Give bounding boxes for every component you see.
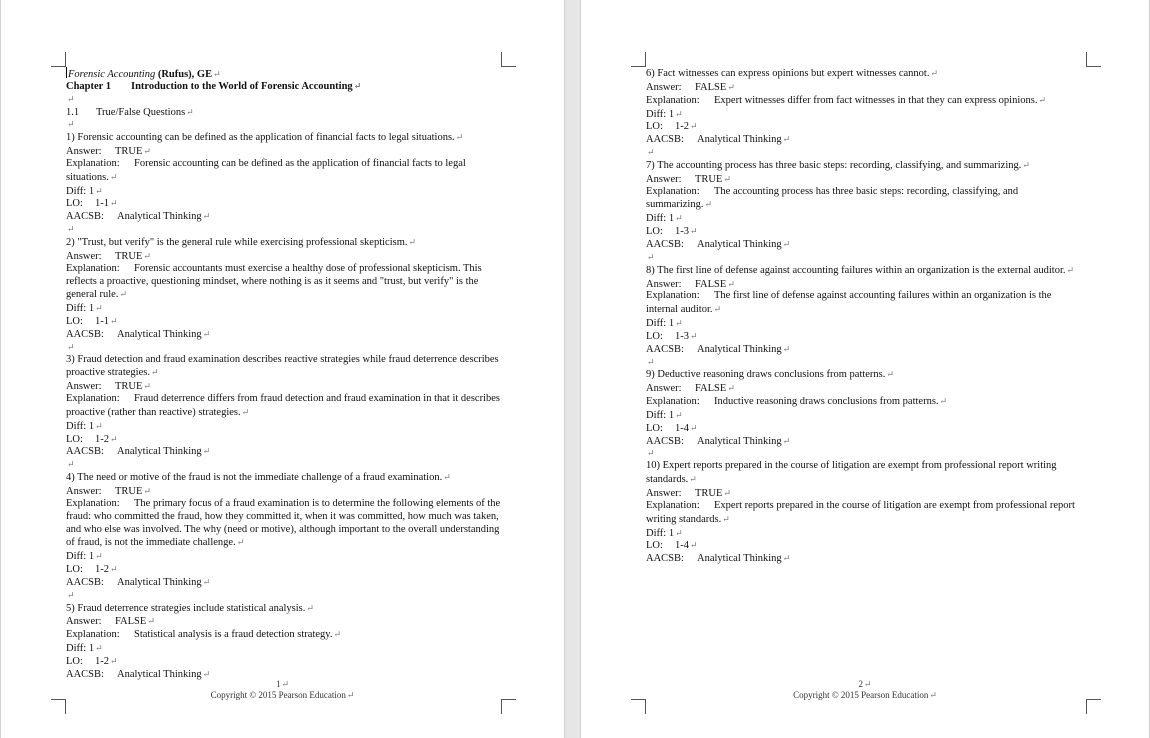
- text-run: Copyright © 2015 Pearson Education: [793, 690, 929, 700]
- paragraph-mark: ↵: [95, 420, 103, 431]
- page-number: [581, 679, 1149, 690]
- paragraph-mark: ↵: [333, 629, 342, 640]
- text-run: Answer:: [646, 488, 682, 499]
- question-text: [646, 264, 1076, 278]
- text-run: LO:: [646, 422, 663, 434]
- text-run: TRUE: [695, 173, 723, 185]
- text-run: 3) Fraud detection and fraud examination describes reactive strategies while fraud deterrence describes proactive strategies.: [66, 353, 499, 379]
- question-text: [646, 159, 1076, 173]
- text-run: 10) Expert reports prepared in the course of litigation are exempt from professional report writing standards.: [646, 460, 1057, 486]
- text-run: Expert reports prepared in the course of litigation are exempt from professional report writing standards.: [646, 499, 1075, 525]
- question-text: [646, 368, 1076, 382]
- text-run: AACSB:: [646, 238, 684, 250]
- empty-paragraph: [66, 118, 506, 131]
- paragraph-mark: ↵: [675, 409, 683, 420]
- paragraph-mark: ↵: [143, 250, 151, 261]
- question-text: [646, 460, 1076, 487]
- text-run: AACSB:: [66, 668, 104, 680]
- paragraph-mark: ↵: [675, 318, 683, 329]
- empty-paragraph: [66, 223, 506, 236]
- paragraph-mark: ↵: [704, 199, 712, 210]
- empty-paragraph: [66, 458, 506, 471]
- text-run: Explanation:: [66, 262, 120, 274]
- learning-objective-line: [646, 539, 1076, 552]
- text-run: 1: [88, 551, 95, 563]
- text-run: Explanation:: [646, 396, 700, 408]
- question-text: [66, 236, 506, 250]
- chapter-title: Introduction to the World of Forensic Accounting: [131, 80, 353, 92]
- paragraph-mark: ↵: [1066, 264, 1075, 275]
- text-run: TRUE: [115, 381, 143, 393]
- paragraph-mark: ↵: [408, 236, 417, 247]
- document-page-1: [0, 0, 565, 738]
- text-run: AACSB:: [646, 553, 684, 565]
- text-run: Analytical Thinking: [697, 343, 782, 355]
- paragraph-mark: ↵: [147, 616, 155, 627]
- text-run: Explanation:: [66, 393, 120, 405]
- text-run: 1: [88, 420, 95, 432]
- margin-corner-mark: [631, 52, 646, 67]
- text-run: LO:: [66, 564, 83, 576]
- learning-objective-line: [66, 197, 506, 210]
- margin-corner-mark: [1086, 52, 1101, 67]
- explanation-text: [66, 263, 506, 303]
- text-run: FALSE: [695, 278, 727, 290]
- text-run: 1-3: [675, 330, 689, 342]
- text-run: 7) The accounting process has three basic steps: recording, classifying, and summarizing.: [646, 159, 1022, 171]
- page-number: [1, 679, 564, 690]
- text-run: 9) Deductive reasoning draws conclusions from patterns.: [646, 369, 886, 381]
- section-number: 1.1: [66, 106, 80, 118]
- paragraph-mark: ↵: [675, 108, 683, 119]
- paragraph-mark: ↵: [647, 356, 655, 367]
- page-footer: [1, 679, 564, 701]
- empty-paragraph: [646, 251, 1076, 264]
- text-run: Analytical Thinking: [117, 211, 202, 223]
- paragraph-mark: ↵: [110, 316, 118, 327]
- text-run: Answer:: [646, 278, 682, 290]
- paragraph-mark: ↵: [346, 690, 355, 700]
- paragraph-mark: ↵: [95, 643, 103, 654]
- paragraph-mark: ↵: [1022, 159, 1030, 170]
- paragraph-mark: ↵: [241, 406, 250, 417]
- paragraph-mark: ↵: [213, 69, 221, 79]
- explanation-text: [66, 393, 506, 420]
- text-run: 1: [668, 527, 675, 539]
- text-run: 4) The need or motive of the fraud is not the immediate challenge of a fraud examination.: [66, 472, 443, 484]
- paragraph-mark: ↵: [202, 211, 211, 222]
- section-heading: [66, 106, 506, 119]
- paragraph-mark: ↵: [67, 224, 75, 235]
- answer-line: [66, 145, 506, 158]
- text-run: 1: [88, 643, 95, 655]
- text-run: Diff:: [66, 303, 89, 315]
- learning-objective-line: [66, 563, 506, 576]
- aacsb-line: [646, 238, 1076, 251]
- book-subtitle: (Rufus), GE: [155, 69, 213, 80]
- paragraph-mark: ↵: [150, 367, 159, 378]
- text-run: Explanation:: [66, 629, 120, 641]
- text-run: Diff:: [646, 108, 669, 120]
- text-run: Diff:: [66, 551, 89, 563]
- paragraph-mark: ↵: [647, 147, 655, 158]
- text-run: 1-4: [675, 540, 689, 552]
- text-run: AACSB:: [66, 328, 104, 340]
- text-run: 1-1: [95, 316, 109, 328]
- paragraph-mark: ↵: [95, 551, 103, 562]
- paragraph-mark: ↵: [727, 81, 735, 92]
- text-run: LO:: [66, 198, 83, 210]
- text-run: FALSE: [695, 81, 727, 93]
- text-run: Answer:: [66, 381, 102, 393]
- paragraph-mark: ↵: [110, 655, 118, 666]
- text-run: LO:: [646, 226, 663, 238]
- aacsb-line: [646, 435, 1076, 448]
- empty-paragraph: [66, 589, 506, 602]
- text-run: Diff:: [646, 409, 669, 421]
- difficulty-line: [646, 527, 1076, 540]
- text-run: Answer:: [66, 616, 102, 628]
- paragraph-mark: ↵: [202, 668, 211, 679]
- paragraph-mark: ↵: [143, 486, 151, 496]
- aacsb-line: [66, 576, 506, 589]
- text-run: 1-2: [95, 564, 109, 576]
- difficulty-line: [646, 108, 1076, 121]
- text-run: TRUE: [115, 250, 143, 262]
- text-run: 1-2: [675, 121, 689, 133]
- paragraph-mark: ↵: [202, 576, 211, 587]
- empty-paragraph: [66, 93, 506, 106]
- aacsb-line: [646, 133, 1076, 146]
- margin-corner-mark: [51, 699, 66, 714]
- explanation-text: [646, 290, 1076, 317]
- learning-objective-line: [646, 422, 1076, 435]
- text-run: Analytical Thinking: [117, 446, 202, 458]
- paragraph-mark: ↵: [119, 289, 128, 300]
- text-run: AACSB:: [66, 446, 104, 458]
- paragraph-mark: ↵: [689, 474, 697, 485]
- answer-line: [646, 278, 1076, 291]
- learning-objective-line: [66, 433, 506, 446]
- text-run: The first line of defense against accounting failures within an organization is the internal auditor.: [646, 290, 1052, 316]
- question-text: [66, 602, 506, 616]
- text-run: Diff:: [646, 527, 669, 539]
- text-run: 1: [275, 679, 281, 689]
- text-run: AACSB:: [646, 134, 684, 146]
- text-run: Diff:: [646, 213, 669, 225]
- paragraph-mark: ↵: [110, 433, 118, 444]
- text-run: TRUE: [115, 486, 143, 497]
- page-body[interactable]: [646, 67, 1076, 565]
- text-run: Answer:: [646, 81, 682, 93]
- text-run: Expert witnesses differ from fact witnesses in that they can express opinions.: [714, 94, 1038, 106]
- text-run: AACSB:: [646, 435, 684, 447]
- text-run: 1: [668, 409, 675, 421]
- paragraph-mark: ↵: [782, 343, 791, 354]
- paragraph-mark: ↵: [713, 304, 722, 315]
- paragraph-mark: ↵: [143, 381, 151, 392]
- text-run: 1: [668, 108, 675, 120]
- paragraph-mark: ↵: [886, 369, 894, 380]
- text-run: Fraud deterrence differs from fraud detection and fraud examination in that it describes proactive (rather than reactive) strategies.: [66, 393, 500, 418]
- text-run: The accounting process has three basic steps: recording, classifying, and summarizing.: [646, 185, 1019, 211]
- text-run: AACSB:: [646, 343, 684, 355]
- paragraph-mark: ↵: [727, 278, 735, 289]
- paragraph-mark: ↵: [306, 602, 314, 613]
- question-text: [66, 354, 506, 381]
- text-run: Explanation:: [646, 290, 700, 302]
- chapter-heading: [66, 80, 506, 93]
- paragraph-mark: ↵: [67, 119, 75, 130]
- paragraph-mark: ↵: [690, 121, 698, 132]
- paragraph-mark: ↵: [95, 303, 103, 314]
- paragraph-mark: ↵: [202, 446, 211, 457]
- margin-corner-mark: [501, 699, 516, 714]
- text-run: 1: [88, 185, 95, 197]
- paragraph-mark: ↵: [110, 198, 118, 209]
- explanation-text: [66, 158, 506, 185]
- empty-paragraph: [646, 447, 1076, 460]
- explanation-text: [66, 628, 506, 642]
- section-title: True/False Questions: [96, 106, 186, 118]
- aacsb-line: [646, 343, 1076, 356]
- text-run: Statistical analysis is a fraud detection strategy.: [134, 629, 333, 641]
- text-run: FALSE: [115, 616, 147, 628]
- paragraph-mark: ↵: [443, 472, 451, 483]
- text-run: 1: [668, 213, 675, 225]
- page-body[interactable]: [66, 67, 506, 681]
- text-run: 2: [858, 679, 863, 689]
- learning-objective-line: [66, 655, 506, 668]
- page-footer: [581, 679, 1149, 701]
- paragraph-mark: ↵: [690, 422, 698, 433]
- paragraph-mark: ↵: [782, 134, 791, 145]
- text-run: Analytical Thinking: [697, 553, 782, 565]
- paragraph-mark: ↵: [722, 513, 730, 524]
- explanation-text: [646, 500, 1076, 527]
- answer-line: [66, 485, 506, 498]
- chapter-label: Chapter 1: [66, 80, 112, 92]
- paragraph-mark: ↵: [690, 330, 698, 341]
- text-run: Inductive reasoning draws conclusions from patterns.: [714, 396, 939, 408]
- text-run: Diff:: [646, 318, 669, 330]
- text-run: Answer:: [66, 486, 102, 497]
- text-run: 2) "Trust, but verify" is the general rule while exercising professional skepticism.: [66, 236, 408, 248]
- question-text: [66, 471, 506, 485]
- paragraph-mark: ↵: [67, 589, 75, 600]
- paragraph-mark: ↵: [929, 690, 937, 700]
- learning-objective-line: [66, 315, 506, 328]
- margin-corner-mark: [631, 699, 646, 714]
- paragraph-mark: ↵: [236, 537, 245, 548]
- paragraph-mark: ↵: [782, 553, 791, 564]
- text-run: 1-1: [95, 198, 109, 210]
- answer-line: [646, 81, 1076, 94]
- document-page-2: [580, 0, 1150, 738]
- text-run: Diff:: [66, 185, 89, 197]
- difficulty-line: [646, 212, 1076, 225]
- text-run: TRUE: [115, 146, 143, 158]
- aacsb-line: [646, 552, 1076, 565]
- margin-corner-mark: [501, 52, 516, 67]
- paragraph-mark: ↵: [67, 93, 75, 104]
- text-run: Analytical Thinking: [697, 134, 782, 146]
- paragraph-mark: ↵: [723, 173, 731, 184]
- text-run: Diff:: [66, 420, 89, 432]
- margin-corner-mark: [51, 52, 66, 67]
- paragraph-mark: ↵: [675, 527, 683, 538]
- text-run: Forensic accounting can be defined as the application of financial facts to legal situations.: [66, 157, 466, 183]
- text-run: Analytical Thinking: [117, 328, 202, 340]
- text-run: LO:: [66, 433, 83, 445]
- text-run: Analytical Thinking: [117, 576, 202, 588]
- text-run: Explanation:: [66, 157, 120, 169]
- text-run: The primary focus of a fraud examination is to determine the following elements of the fraud: who committed the fraud, how they committed it, when it was committed, how much was taken, and who else was involved. The why (need or motive), although important to the overall understanding of fraud, is not the immediate challenge.: [66, 497, 501, 549]
- text-run: 1-2: [95, 433, 109, 445]
- text-run: Diff:: [66, 643, 89, 655]
- text-cursor: [66, 67, 67, 78]
- paragraph-mark: ↵: [353, 80, 362, 91]
- text-run: 8) The first line of defense against accounting failures within an organization is the external auditor.: [646, 264, 1066, 276]
- paragraph-mark: ↵: [186, 106, 194, 117]
- paragraph-mark: ↵: [690, 540, 698, 551]
- paragraph-mark: ↵: [930, 68, 938, 78]
- text-run: Explanation:: [646, 94, 700, 106]
- difficulty-line: [66, 550, 506, 563]
- answer-line: [66, 380, 506, 393]
- text-run: 1-4: [675, 422, 689, 434]
- difficulty-line: [646, 317, 1076, 330]
- difficulty-line: [66, 302, 506, 315]
- text-run: 6) Fact witnesses can express opinions but expert witnesses cannot.: [646, 68, 930, 79]
- text-run: Forensic accountants must exercise a healthy dose of professional skepticism. This reflects a proactive, questioning mindset, where nothing is as it seems and "trust, but verify" is the general rule.: [66, 262, 482, 301]
- text-run: Answer:: [66, 250, 102, 262]
- book-title: Forensic Accounting: [68, 69, 156, 80]
- paragraph-mark: ↵: [863, 679, 872, 689]
- paragraph-mark: ↵: [723, 488, 731, 498]
- empty-paragraph: [66, 341, 506, 354]
- text-run: 1: [668, 318, 675, 330]
- text-run: LO:: [66, 316, 83, 328]
- paragraph-mark: ↵: [690, 226, 698, 237]
- text-run: FALSE: [695, 383, 727, 395]
- difficulty-line: [66, 420, 506, 433]
- paragraph-mark: ↵: [110, 564, 118, 575]
- text-run: Copyright © 2015 Pearson Education: [210, 690, 346, 700]
- explanation-text: [66, 498, 506, 550]
- question-text: [66, 131, 506, 145]
- empty-paragraph: [646, 146, 1076, 159]
- paragraph-mark: ↵: [675, 213, 683, 224]
- paragraph-mark: ↵: [727, 383, 735, 394]
- paragraph-mark: ↵: [647, 448, 655, 459]
- text-run: Explanation:: [66, 497, 120, 509]
- text-run: LO:: [646, 540, 663, 552]
- empty-paragraph: [646, 356, 1076, 369]
- explanation-text: [646, 94, 1076, 108]
- explanation-text: [646, 186, 1076, 213]
- paragraph-mark: ↵: [455, 132, 464, 143]
- difficulty-line: [66, 642, 506, 655]
- text-run: Analytical Thinking: [697, 238, 782, 250]
- paragraph-mark: ↵: [67, 459, 75, 470]
- text-run: Analytical Thinking: [697, 435, 782, 447]
- learning-objective-line: [646, 120, 1076, 133]
- text-run: LO:: [66, 655, 83, 667]
- paragraph-mark: ↵: [782, 435, 791, 446]
- paragraph-mark: ↵: [939, 396, 948, 407]
- paragraph-mark: ↵: [782, 238, 791, 249]
- explanation-text: [646, 395, 1076, 409]
- text-run: Analytical Thinking: [117, 668, 202, 680]
- difficulty-line: [66, 185, 506, 198]
- answer-line: [646, 173, 1076, 186]
- answer-line: [66, 615, 506, 628]
- answer-line: [646, 487, 1076, 500]
- text-run: 1) Forensic accounting can be defined as the application of financial facts to legal situations.: [66, 132, 455, 144]
- difficulty-line: [646, 409, 1076, 422]
- text-run: 1-3: [675, 226, 689, 238]
- aacsb-line: [66, 445, 506, 458]
- question-text: [646, 67, 1076, 81]
- text-run: Answer:: [66, 146, 102, 158]
- paragraph-mark: ↵: [143, 146, 151, 157]
- paragraph-mark: ↵: [1038, 94, 1047, 105]
- text-run: 5) Fraud deterrence strategies include statistical analysis.: [66, 602, 306, 614]
- text-run: TRUE: [695, 488, 723, 499]
- text-run: Explanation:: [646, 499, 700, 511]
- aacsb-line: [66, 210, 506, 223]
- text-run: LO:: [646, 121, 663, 133]
- text-run: LO:: [646, 330, 663, 342]
- paragraph-mark: ↵: [67, 341, 75, 352]
- text-run: Answer:: [646, 383, 682, 395]
- learning-objective-line: [646, 330, 1076, 343]
- text-run: Explanation:: [646, 185, 700, 197]
- paragraph-mark: ↵: [95, 185, 103, 196]
- margin-corner-mark: [1086, 699, 1101, 714]
- learning-objective-line: [646, 225, 1076, 238]
- text-run: AACSB:: [66, 211, 104, 223]
- text-run: AACSB:: [66, 576, 104, 588]
- book-title-line: [66, 67, 506, 80]
- text-run: 1: [88, 303, 95, 315]
- copyright-text: [581, 690, 1149, 701]
- aacsb-line: [66, 328, 506, 341]
- answer-line: [66, 250, 506, 263]
- paragraph-mark: ↵: [109, 171, 118, 182]
- answer-line: [646, 382, 1076, 395]
- paragraph-mark: ↵: [647, 251, 655, 262]
- copyright-text: [1, 690, 564, 701]
- text-run: Answer:: [646, 173, 682, 185]
- text-run: 1-2: [95, 655, 109, 667]
- paragraph-mark: ↵: [281, 679, 290, 689]
- paragraph-mark: ↵: [202, 328, 211, 339]
